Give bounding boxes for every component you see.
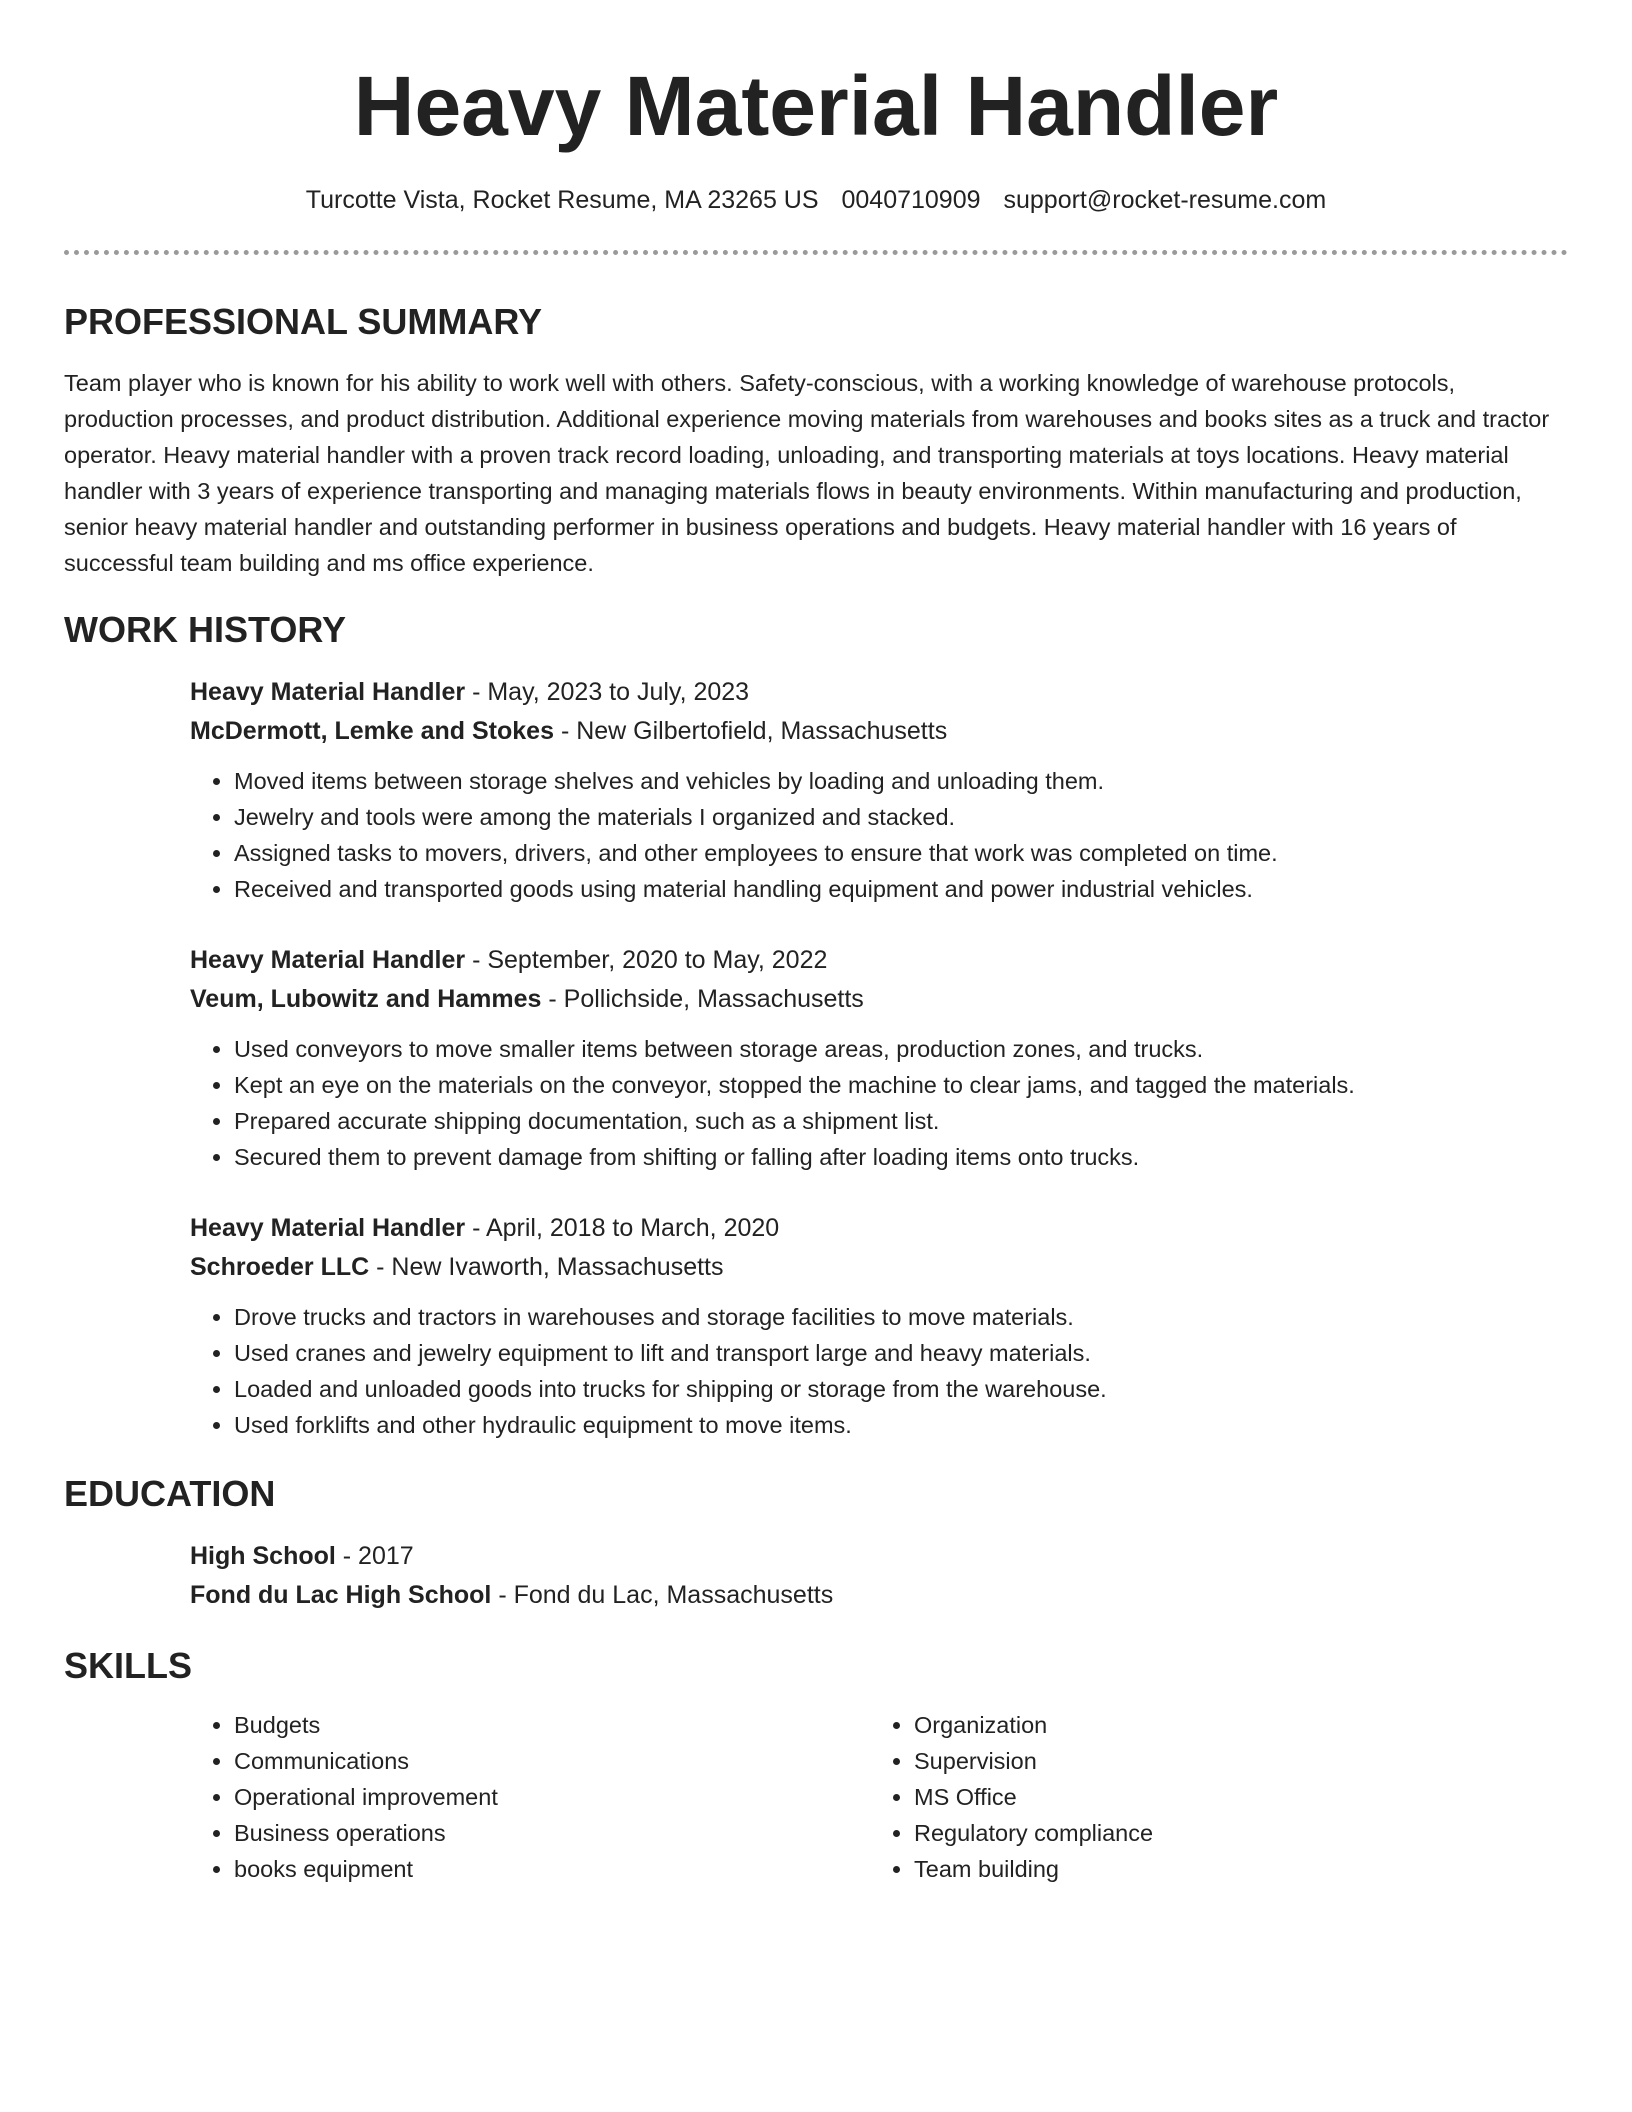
skill-item: • books equipment — [234, 1851, 870, 1887]
job-bullet: • Received and transported goods using material handling equipment and power industrial vehicles. — [234, 871, 1568, 907]
job-location: - Pollichside, Massachusetts — [541, 985, 864, 1013]
skill-item: • Business operations — [234, 1815, 870, 1851]
job-company-line — [190, 712, 1568, 751]
job-location: - New Ivaworth, Massachusetts — [369, 1253, 724, 1281]
job-bullet: • Moved items between storage shelves and vehicles by loading and unloading them. — [234, 763, 1568, 799]
job-bullet: • Kept an eye on the materials on the conveyor, stopped the machine to clear jams, and tagged the materials. — [234, 1067, 1568, 1103]
skill-item: • Communications — [234, 1743, 870, 1779]
section-title-summary: PROFESSIONAL SUMMARY — [64, 301, 543, 342]
skills-list-left — [190, 1707, 870, 1887]
job-entry — [190, 1209, 1568, 1443]
job-position: Heavy Material Handler — [190, 678, 466, 706]
job-bullet: • Used conveyors to move smaller items between storage areas, production zones, and trucks. — [234, 1031, 1568, 1067]
education-year: - 2017 — [335, 1542, 414, 1570]
job-bullets — [190, 763, 1568, 907]
header-divider — [64, 250, 1568, 255]
job-company-line — [190, 1248, 1568, 1287]
job-bullet: • Loaded and unloaded goods into trucks for shipping or storage from the warehouse. — [234, 1371, 1568, 1407]
skill-item: • Organization — [914, 1707, 1550, 1743]
skill-item: • Regulatory compliance — [914, 1815, 1550, 1851]
work-history-section — [64, 609, 1568, 1443]
skills-list-right — [870, 1707, 1550, 1887]
job-bullets — [190, 1299, 1568, 1443]
job-company: Veum, Lubowitz and Hammes — [190, 985, 542, 1013]
education-entry — [190, 1537, 1568, 1615]
job-title-line — [190, 1209, 1568, 1248]
job-company: McDermott, Lemke and Stokes — [190, 717, 554, 745]
job-company: Schroeder LLC — [190, 1253, 370, 1281]
job-entry — [190, 941, 1568, 1175]
contact-email[interactable]: support@rocket-resume.com — [1003, 186, 1327, 214]
skill-item: • Operational improvement — [234, 1779, 870, 1815]
education-degree: High School — [190, 1542, 336, 1570]
education-school-line — [190, 1576, 1568, 1615]
skill-item: • Team building — [914, 1851, 1550, 1887]
job-dates: - April, 2018 to March, 2020 — [465, 1214, 780, 1242]
job-position: Heavy Material Handler — [190, 946, 466, 974]
job-bullet: • Used cranes and jewelry equipment to lift and transport large and heavy materials. — [234, 1335, 1568, 1371]
job-title-line — [190, 941, 1568, 980]
job-position: Heavy Material Handler — [190, 1214, 466, 1242]
job-title-line — [190, 673, 1568, 712]
contact-address: Turcotte Vista, Rocket Resume, MA 23265 US — [305, 186, 819, 214]
contact-phone: 0040710909 — [841, 186, 981, 214]
candidate-name: Heavy Material Handler — [353, 59, 1279, 153]
section-title-education: EDUCATION — [64, 1473, 276, 1514]
job-entry — [190, 673, 1568, 907]
education-school: Fond du Lac High School — [190, 1581, 492, 1609]
job-dates: - September, 2020 to May, 2022 — [465, 946, 828, 974]
skill-item: • Supervision — [914, 1743, 1550, 1779]
job-bullet: • Used forklifts and other hydraulic equipment to move items. — [234, 1407, 1568, 1443]
job-dates: - May, 2023 to July, 2023 — [465, 678, 750, 706]
skills-columns — [190, 1707, 1568, 1887]
education-section — [64, 1473, 1568, 1615]
professional-summary-section — [64, 301, 1568, 581]
skills-section — [64, 1645, 1568, 1887]
job-location: - New Gilbertofield, Massachusetts — [554, 717, 948, 745]
job-bullet: • Drove trucks and tractors in warehouses and storage facilities to move materials. — [234, 1299, 1568, 1335]
job-company-line — [190, 980, 1568, 1019]
job-bullet: • Jewelry and tools were among the materials I organized and stacked. — [234, 799, 1568, 835]
section-title-work-history: WORK HISTORY — [64, 609, 347, 650]
education-degree-line — [190, 1537, 1568, 1576]
job-bullet: • Assigned tasks to movers, drivers, and other employees to ensure that work was completed on time. — [234, 835, 1568, 871]
job-bullets — [190, 1031, 1568, 1175]
education-location: - Fond du Lac, Massachusetts — [491, 1581, 834, 1609]
section-title-skills: SKILLS — [64, 1645, 193, 1686]
summary-text: Team player who is known for his ability to work well with others. Safety-conscious, with a working knowledge of warehouse protocols, production processes, and product distribution. Additional experience moving materials from warehouses and books sites as a truck and tractor operator. Heavy material handler with a proven track record loading, unloading, and transporting materials at toys locations. Heavy material handler with 3 years of experience transporting and managing materials flows in beauty environments. Within manufacturing and production, senior heavy material handler and outstanding performer in business operations and budgets. Heavy material handler with 16 years of successful team building and ms office experience. — [64, 370, 1550, 576]
skill-item: • MS Office — [914, 1779, 1550, 1815]
skill-item: • Budgets — [234, 1707, 870, 1743]
job-bullet: • Prepared accurate shipping documentation, such as a shipment list. — [234, 1103, 1568, 1139]
contact-line — [64, 184, 1568, 216]
job-bullet: • Secured them to prevent damage from shifting or falling after loading items onto trucks. — [234, 1139, 1568, 1175]
